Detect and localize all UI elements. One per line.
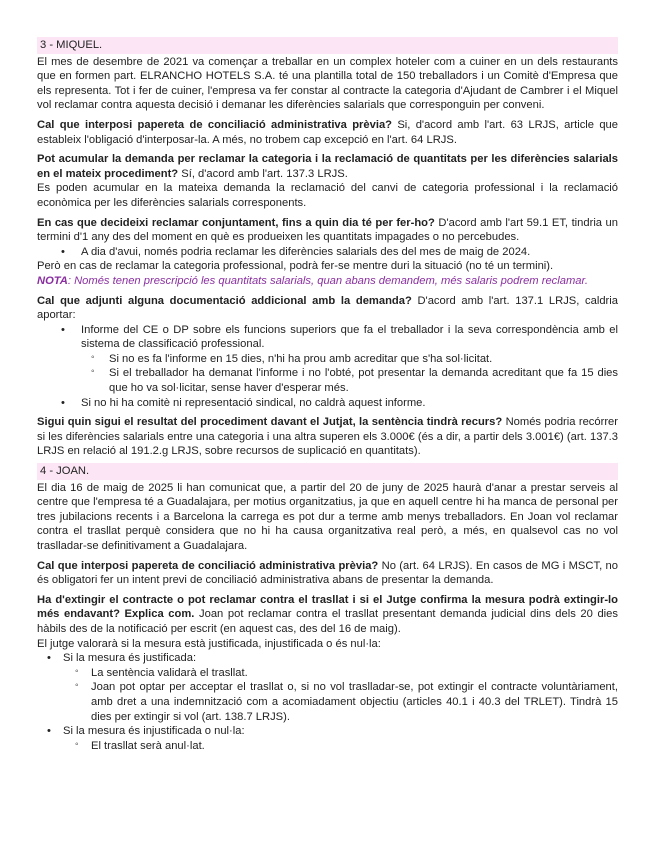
sub-list-item: ◦ La sentència validarà el trasllat.: [71, 666, 618, 681]
answer-text: Joan pot reclamar contra el trasllat presentant demanda judicial dins dels 20 dies hàbils des de la notificació per escrit (en aquest cas, des del 16 de maig).: [37, 608, 618, 635]
list-item-text: Si la mesura és injustificada o nul·la:: [63, 725, 245, 738]
case-3-question-3-extra: Però en cas de reclamar la categoria professional, podrà fer-se mentre duri la situació (no té un termini).: [37, 260, 554, 273]
list-item: [53, 323, 618, 396]
sub-list-item: ◦ Si el treballador ha demanat l'informe i no l'obté, pot presentar la demanda acreditant que fa 15 dies que ho va sol·licitar, sense haver d'esperar més.: [91, 366, 618, 395]
list-item-text: Informe del CE o DP sobre els funcions superiors que fa el treballador i la seva correspondència amb el sistema de classificació professional.: [81, 323, 618, 351]
case-3-question-2-extra: Es poden acumular en la mateixa demanda la reclamació del canvi de categoria professional i la reclamació econòmica per les diferències salarials corresponents.: [37, 182, 618, 209]
list-item: [43, 724, 618, 753]
list-item: • A dia d'avui, només podria reclamar les diferències salarials des del mes de maig de 2024.: [53, 245, 618, 260]
sub-list-item: ◦ El trasllat serà anul·lat.: [71, 739, 618, 754]
case-4-question-2: [37, 593, 618, 637]
case-4-question-2-extra: El jutge valorarà si la mesura està justificada, injustificada o és nul·la:: [37, 637, 381, 650]
document-page: [37, 37, 618, 753]
answer-text: D'acord amb l'art 59.1 ET, tindria un termini d'1 any des del moment en què es produeixen les quantitats impagades o no percebudes.: [37, 216, 618, 244]
case-3-question-3: [37, 216, 618, 245]
case-4-header: 4 - JOAN.: [37, 463, 618, 480]
case-3-intro: El mes de desembre de 2021 va començar a treballar en un complex hoteler com a cuiner en un dels restaurants que en formen part. ELRANCHO HOTELS S.A. té una plantilla total de 150 treballadors i un Comitè d'Empresa que els representa. Tot i fer de cuiner, l'empresa va fer constar al contracte la categoria d'Ajudant de Cambrer i el Miquel vol reclamar contra aquesta decisió i demanar les diferències salarials que corresponguin per conveni.: [37, 55, 618, 112]
sub-list: [63, 666, 618, 724]
answer-text: D'acord amb l'art. 137.1 LRJS, caldria aportar:: [37, 294, 618, 322]
question-text: Sigui quin sigui el resultat del procediment davant el Jutjat, la sentència tindrà recurs?: [37, 416, 503, 429]
sub-list-item: ◦ Si no es fa l'informe en 15 dies, n'hi ha prou amb acreditar que s'ha sol·licitat.: [91, 352, 618, 367]
case-3-question-2: [37, 152, 618, 181]
note-text: : Només tenen prescripció les quantitats salarials, quan abans demandem, més salaris podrem reclamar.: [67, 274, 588, 287]
case-3-question-1: [37, 118, 618, 147]
answer-text: Sí, d'acord amb l'art. 137.3 LRJS.: [178, 167, 348, 180]
case-3-question-5: [37, 415, 618, 459]
question-text: Cal que interposi papereta de conciliació administrativa prèvia?: [37, 559, 379, 572]
list-item: • Si no hi ha comitè ni representació sindical, no caldrà aquest informe.: [53, 396, 618, 411]
sub-list: [81, 352, 618, 396]
case-4-question-2-list: [37, 651, 618, 753]
question-text: Cal que adjunti alguna documentació addicional amb la demanda?: [37, 294, 412, 307]
case-4-question-1: [37, 559, 618, 588]
case-3-note: [37, 274, 618, 289]
sub-list-item: ◦ Joan pot optar per acceptar el trasllat o, si no vol traslladar-se, pot extingir el contracte voluntàriament, amb dret a una indemnització com a acomiadament objectiu (articles 40.1 i 40.3 del TRLET). Tindrà 15 dies per extingir si vol (art. 138.7 LRJS).: [71, 680, 618, 724]
note-label: NOTA: [37, 274, 68, 287]
case-3-question-3-list: [37, 245, 618, 260]
answer-text: No (art. 64 LRJS). En casos de MG i MSCT, no és obligatori fer un intent previ de conciliació administrativa abans de presentar la demanda.: [37, 559, 618, 587]
answer-text: Només podria recórrer si les diferències salarials entre una categoria i una altra superen els 3.000€ (és a dir, a partir dels 3.001€) (art. 137.3 LRJS en relació al 191.2.g LRJS, sobre recursos de suplicació en quantitats).: [37, 416, 619, 458]
case-3-question-4: [37, 294, 618, 323]
case-3-header: 3 - MIQUEL.: [37, 37, 618, 54]
case-4-intro: El dia 16 de maig de 2025 li han comunicat que, a partir del 20 de juny de 2025 haurà d'anar a prestar serveis al centre que l'empresa té a Guadalajara, per motius organitzatius, ja que en aquell centre hi ha manca de personal per tres jubilacions recents i a Barcelona la carrega es pot dur a terme amb menys treballadors. En Joan vol reclamar contra el trasllat perquè considera que no hi ha causa organitzativa real però, a més, en qualsevol cas no vol traslladar-se definitivament a Guadalajara.: [37, 481, 618, 552]
answer-text: Si, d'acord amb l'art. 63 LRJS, article que estableix l'obligació d'interposar-la. A més, no trobem cap excepció en l'art. 64 LRJS.: [37, 118, 618, 146]
sub-list: [63, 739, 618, 754]
list-item-text: Si la mesura és justificada:: [63, 652, 197, 665]
question-text: Pot acumular la demanda per reclamar la categoria i la reclamació de quantitats per les diferències salarials en el mateix procediment?: [37, 153, 618, 180]
question-text: Ha d'extingir el contracte o pot reclamar contra el trasllat i si el Jutge confirma la mesura podrà extingir-lo més endavant? Explica com.: [37, 593, 618, 621]
question-text: Cal que interposi papereta de conciliació administrativa prèvia?: [37, 118, 392, 131]
case-3-question-4-list: [37, 323, 618, 411]
list-item: [43, 651, 618, 724]
question-text: En cas que decideixi reclamar conjuntament, fins a quin dia té per fer-ho?: [37, 216, 435, 229]
